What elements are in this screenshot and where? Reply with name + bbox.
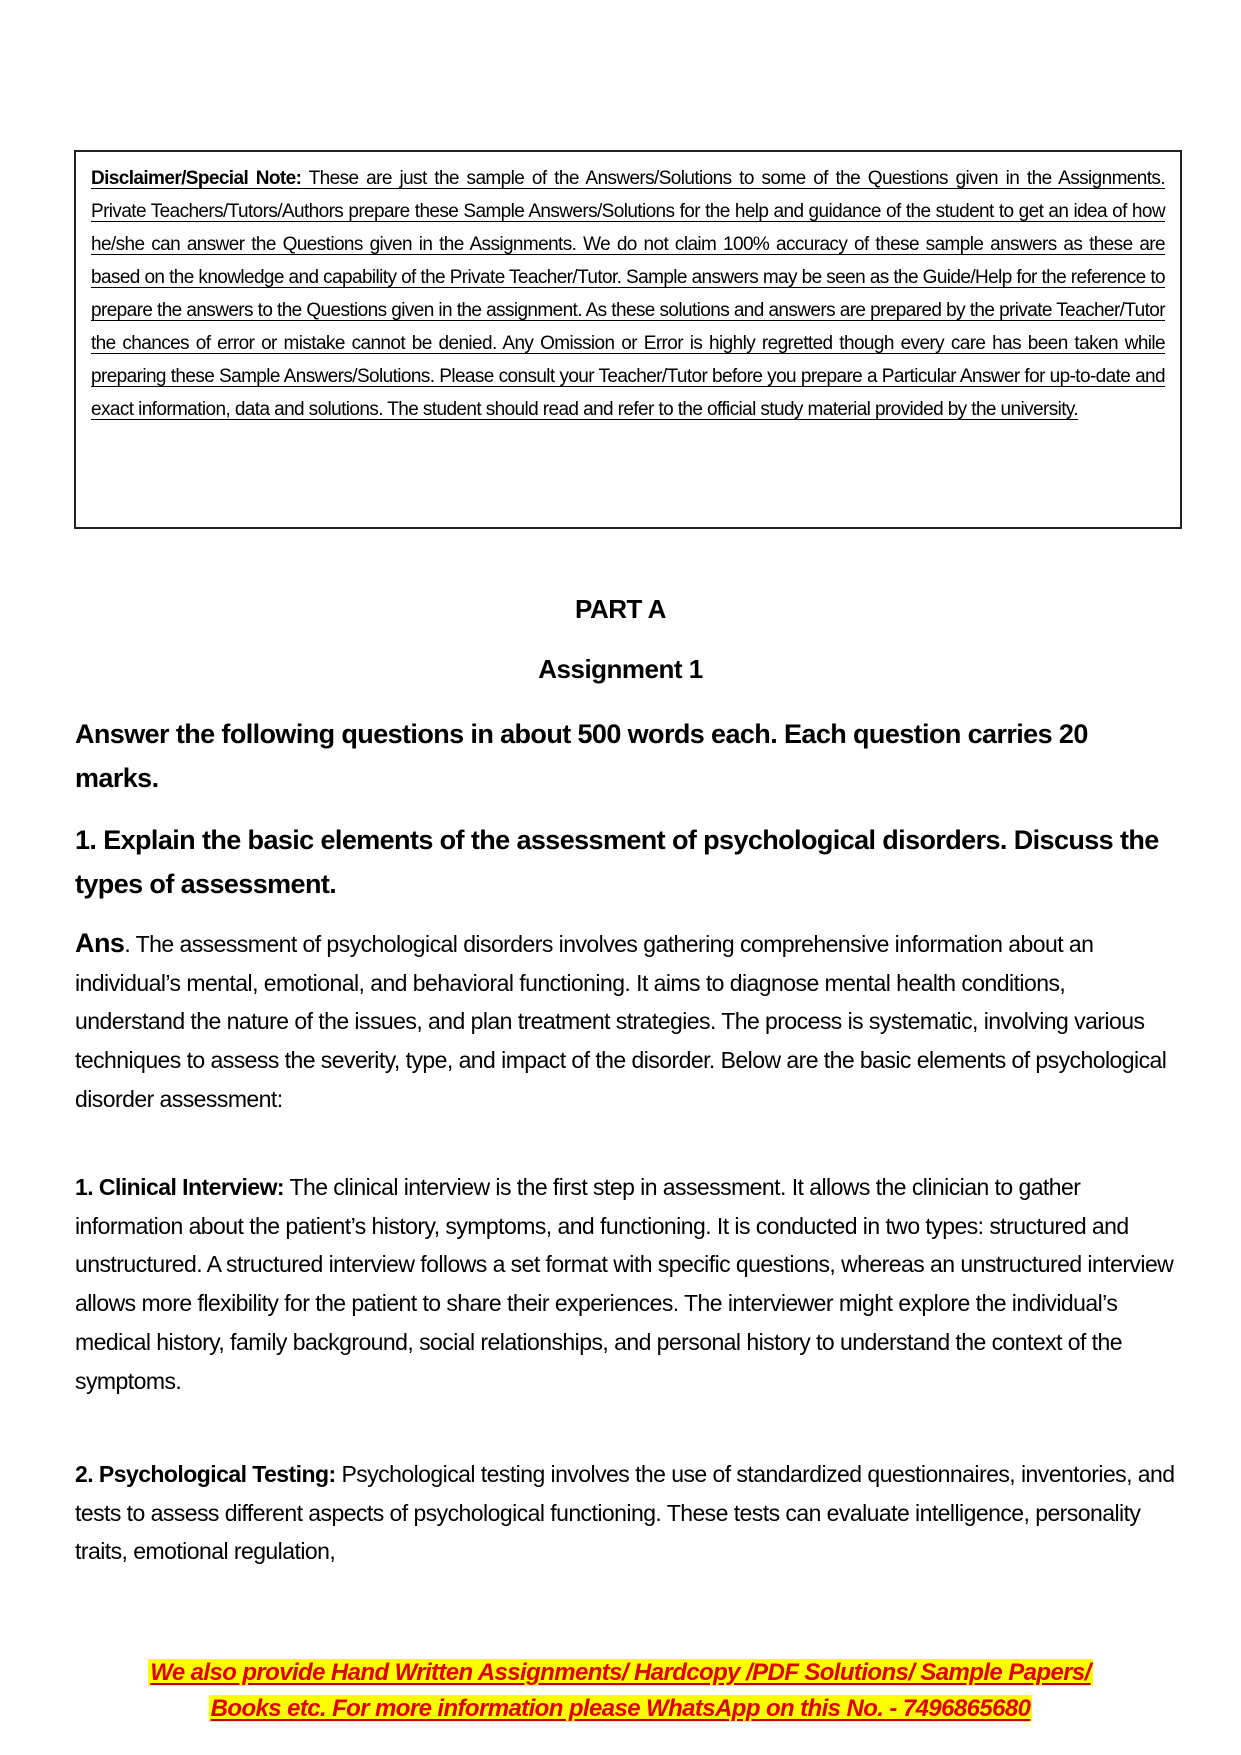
footer-line-2: Books etc. For more information please WhatsApp on this No. - 7496865680 (210, 1695, 1031, 1722)
disclaimer-text (91, 162, 1165, 426)
instructions: Answer the following questions in about 500 words each. Each question carries 20 marks. (75, 719, 1088, 793)
disclaimer-box (74, 150, 1182, 529)
point-text: Psychological testing involves the use of standardized questionnaires, inventories, and tests to assess different aspects of psychological functioning. These tests can evaluate intelligence, personality traits, emotional regulation, (75, 1461, 1175, 1565)
point-clinical-interview (75, 1168, 1175, 1400)
point-title: 2. Psychological Testing: (75, 1461, 336, 1487)
disclaimer-label: Disclaimer/Special Note: (91, 168, 302, 189)
footer-line-1: We also provide Hand Written Assignments/ Hardcopy /PDF Solutions/ Sample Papers/ (150, 1659, 1091, 1686)
point-psychological-testing (75, 1455, 1175, 1571)
point-title: 1. Clinical Interview: (75, 1174, 285, 1200)
part-title: PART A (575, 594, 666, 624)
answer-label: Ans (75, 928, 125, 958)
assignment-title: Assignment 1 (538, 654, 703, 684)
answer-intro (75, 924, 1175, 1119)
question-1: 1. Explain the basic elements of the assessment of psychological disorders. Discuss the types of assessment. (75, 825, 1159, 899)
point-text: The clinical interview is the first step in assessment. It allows the clinician to gather information about the patient’s history, symptoms, and functioning. It is conducted in two types: structured and unstructured. A structured interview follows a set format with specific questions, whereas an unstructured interview allows more flexibility for the patient to share their experiences. The interviewer might explore the individual’s medical history, family background, social relationships, and personal history to understand the context of the symptoms. (75, 1174, 1174, 1394)
answer-intro-text: . The assessment of psychological disorders involves gathering comprehensive information about an individual’s mental, emotional, and behavioral functioning. It aims to diagnose mental health conditions, understand the nature of the issues, and plan treatment strategies. The process is systematic, involving various techniques to assess the severity, type, and impact of the disorder. Below are the basic elements of psychological disorder assessment: (75, 931, 1167, 1112)
disclaimer-body: These are just the sample of the Answers/Solutions to some of the Questions given in the Assignments. Private Teachers/Tutors/Authors prepare these Sample Answers/Solutions for the help and guidance of the student to get an idea of how he/she can answer the Questions given in the Assignments. We do not claim 100% accuracy of these sample answers as these are based on the knowledge and capability of the Private Teacher/Tutor. Sample answers may be seen as the Guide/Help for the reference to prepare the answers to the Questions given in the assignment. As these solutions and answers are prepared by the private Teacher/Tutor the chances of error or mistake cannot be denied. Any Omission or Error is highly regretted though every care has been taken while preparing these Sample Answers/Solutions. Please consult your Teacher/Tutor before you prepare a Particular Answer for up-to-date and exact information, data and solutions. The student should read and refer to the official study material provided by the university. (91, 168, 1165, 420)
footer-advertisement (0, 1655, 1241, 1727)
